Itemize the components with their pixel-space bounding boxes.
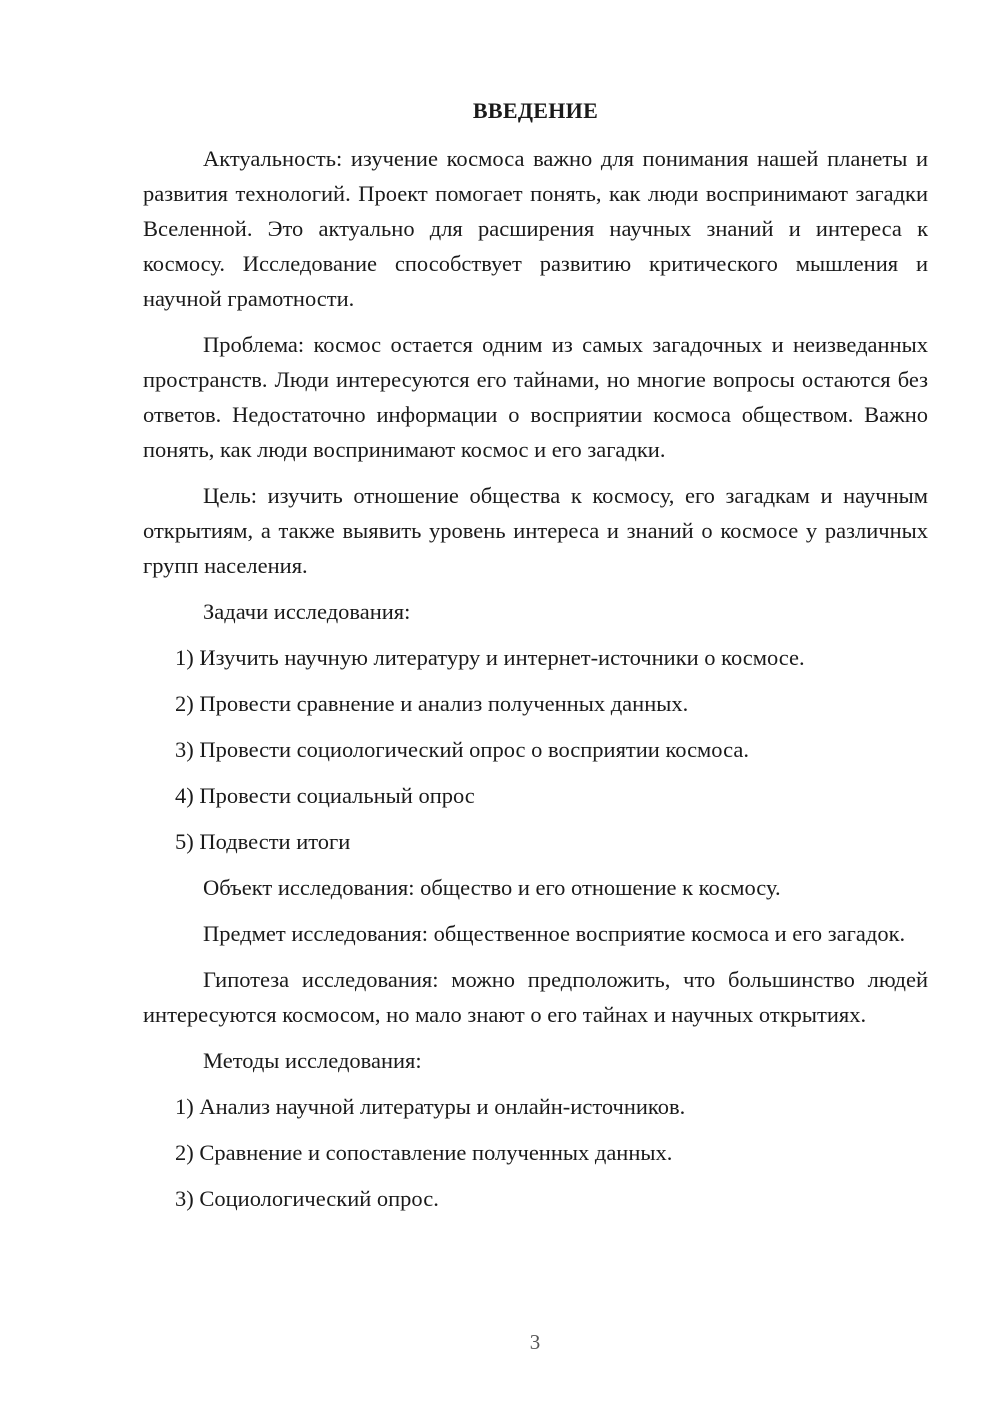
list-item: 3) Социологический опрос. [175,1186,439,1211]
subject-paragraph: Предмет исследования: общественное восприятие космоса и его загадок. [203,921,906,946]
problem-paragraph: Проблема: космос остается одним из самых загадочных и неизведанных пространств. Люди интересуются его тайнами, но многие вопросы остаются без ответов. Недостаточно информации о восприятии космоса обществом. Важно понять, как люди воспринимают космос и его загадки. [143,332,928,462]
list-item: 4) Провести социальный опрос [175,783,475,808]
section-title: ВВЕДЕНИЕ [472,98,599,123]
page-number: 3 [529,1330,541,1354]
object-paragraph: Объект исследования: общество и его отношение к космосу. [203,875,781,900]
list-item: 5) Подвести итоги [175,829,351,854]
list-item: 2) Сравнение и сопоставление полученных данных. [175,1140,673,1165]
hypothesis-paragraph: Гипотеза исследования: можно предположить, что большинство людей интересуются космосом, но мало знают о его тайнах и научных открытиях. [143,967,928,1027]
goal-paragraph: Цель: изучить отношение общества к космосу, его загадкам и научным открытиям, а также выявить уровень интереса и знаний о космосе у различных групп населения. [143,483,928,578]
list-item: 1) Изучить научную литературу и интернет-источники о космосе. [175,645,805,670]
tasks-list [143,640,928,859]
list-item: 1) Анализ научной литературы и онлайн-источников. [175,1094,686,1119]
methods-heading: Методы исследования: [203,1048,422,1073]
relevance-paragraph: Актуальность: изучение космоса важно для понимания нашей планеты и развития технологий. Проект помогает понять, как люди воспринимают загадки Вселенной. Это актуально для расширения научных знаний и интереса к космосу. Исследование способствует развитию критического мышления и научной грамотности. [143,146,928,311]
page-content [143,95,928,1227]
methods-list [143,1089,928,1216]
list-item: 2) Провести сравнение и анализ полученных данных. [175,691,689,716]
tasks-heading: Задачи исследования: [203,599,411,624]
list-item: 3) Провести социологический опрос о восприятии космоса. [175,737,749,762]
